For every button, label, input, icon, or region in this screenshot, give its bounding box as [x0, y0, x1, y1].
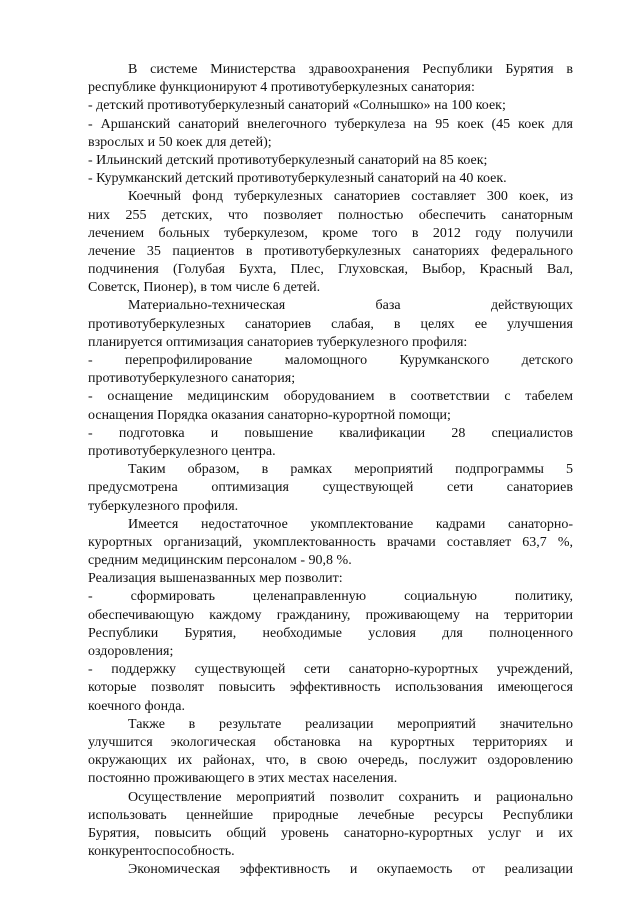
- text-line: туберкулезного профиля.: [88, 498, 239, 514]
- text-line: использовать ценнейшие природные лечебные ресурсы Республики: [88, 807, 573, 823]
- list-item: - подготовка и повышение квалификации 28 специалистов: [88, 425, 573, 441]
- text-line: них 255 детских, что позволяет полностью обеспечить санаторным: [88, 207, 573, 223]
- list-item: - Аршанский санаторий внелегочного туберкулеза на 95 коек (45 коек для: [88, 116, 573, 132]
- text-line: оздоровления;: [88, 644, 174, 659]
- text-line: В системе Министерства здравоохранения Республики Бурятия в: [128, 62, 573, 77]
- text-line: лечение 35 пациентов в противотуберкулезных санаториях федерального: [88, 243, 573, 259]
- document-page: [88, 61, 573, 879]
- list-item: - Курумканский детский противотуберкулезный санаторий на 40 коек.: [88, 171, 507, 187]
- text-line: республике функционируют 4 противотуберкулезных санатория:: [88, 80, 475, 96]
- text-line: Коечный фонд туберкулезных санаториев составляет 300 коек, из: [128, 189, 573, 205]
- text-line: подчинения (Голубая Бухта, Плес, Глуховская, Выбор, Красный Вал,: [88, 262, 573, 278]
- text-line: Также в результате реализации мероприятий значительно: [128, 716, 573, 732]
- text-line: Бурятия, повысить общий уровень санаторно-курортных услуг и их: [88, 825, 573, 841]
- text-line: окружающих их районах, что, в свою очередь, послужит оздоровлению: [88, 753, 573, 769]
- list-item: - детский противотуберкулезный санаторий «Солнышко» на 100 коек;: [88, 98, 506, 114]
- text-line: лечением больных туберкулезом, кроме того в 2012 году получили: [88, 225, 573, 241]
- text-line: противотуберкулезного санатория;: [88, 371, 296, 387]
- text-line: Таким образом, в рамках мероприятий подпрограммы 5: [128, 462, 573, 478]
- list-item: - сформировать целенаправленную социальную политику,: [88, 589, 573, 605]
- text-line: курортных организаций, укомплектованность врачами составляет 63,7 %,: [88, 534, 573, 550]
- text-line: постоянно проживающего в этих местах населения.: [88, 771, 398, 787]
- text-line: предусмотрена оптимизация существующей сети санаториев: [88, 480, 573, 496]
- text-line: конкурентоспособность.: [88, 844, 235, 860]
- text-line: Экономическая эффективность и окупаемость от реализации: [128, 862, 573, 878]
- text-line: противотуберкулезных санаториев слабая, в целях ее улучшения: [88, 316, 573, 332]
- text-line: Реализация вышеназванных мер позволит:: [88, 571, 343, 587]
- text-line: оснащения Порядка оказания санаторно-курортной помощи;: [88, 407, 451, 423]
- text-line: противотуберкулезного центра.: [88, 443, 276, 459]
- list-item: - Ильинский детский противотуберкулезный санаторий на 85 коек;: [88, 152, 488, 168]
- text-line: средним медицинским персоналом - 90,8 %.: [88, 553, 352, 569]
- text-line: взрослых и 50 коек для детей);: [88, 134, 272, 150]
- text-line: Советск, Пионер), в том числе 6 детей.: [88, 280, 321, 296]
- text-line: планируется оптимизация санаториев туберкулезного профиля:: [88, 334, 468, 350]
- text-line: которые позволят повысить эффективность использования имеющегося: [88, 680, 573, 696]
- text-line: улучшится экологическая обстановка на курортных территориях и: [88, 734, 573, 750]
- text-line: Республики Бурятия, необходимые условия для полноценного: [88, 625, 573, 641]
- list-item: - поддержку существующей сети санаторно-курортных учреждений,: [88, 662, 573, 678]
- list-item: - оснащение медицинским оборудованием в соответствии с табелем: [88, 389, 573, 405]
- text-line: коечного фонда.: [88, 698, 185, 714]
- list-item: - перепрофилирование маломощного Курумканского детского: [88, 353, 573, 368]
- text-line: Имеется недостаточное укомплектование кадрами санаторно-: [128, 516, 573, 532]
- text-line: Осуществление мероприятий позволит сохранить и рационально: [128, 789, 573, 805]
- text-line: Материально-техническая база действующих: [128, 298, 573, 314]
- text-line: обеспечивающую каждому гражданину, проживающему на территории: [88, 607, 573, 623]
